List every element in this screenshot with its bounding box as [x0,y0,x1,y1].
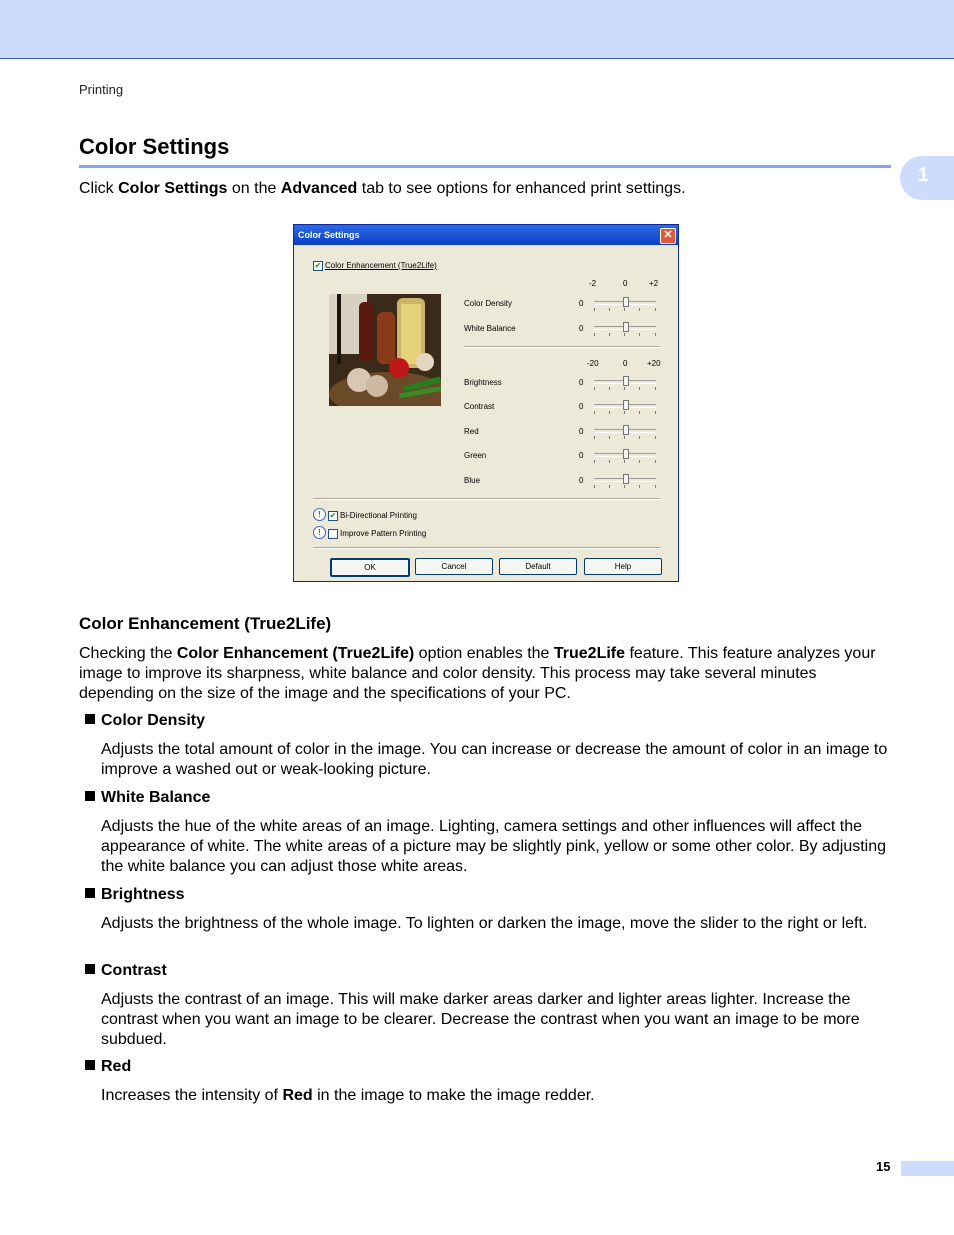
slider-value-red: 0 [579,427,584,436]
preview-image [329,294,441,406]
enhancement-label: Color Enhancement (True2Life) [325,261,437,270]
slider-ticks [594,308,656,312]
slider-label-contrast: Contrast [464,402,495,411]
info-icon: ! [313,508,326,521]
slider-ticks [594,387,656,391]
chapter-number: 1 [918,165,929,186]
improve-pattern-checkbox[interactable] [328,529,338,539]
slider-ticks [594,436,656,440]
scale-large-min: -20 [587,359,599,368]
bullet-square-icon [85,964,95,974]
bullet-heading-white-balance: White Balance [85,789,210,807]
slider-value-brightness: 0 [579,378,584,387]
subsection-title: Color Enhancement (True2Life) [79,614,332,633]
bidirectional-checkbox[interactable]: ✔ [329,511,337,520]
bullet-heading-brightness: Brightness [85,886,185,904]
intro-paragraph: Click Color Settings on the Advanced tab to see options for enhanced print settings. [79,180,686,197]
subsection-body: Checking the Color Enhancement (True2Life) option enables the True2Life feature. This feature analyzes your image to improve its sharpness, white balance and color density. This process may take several minutes depending on the size of the image and the specifications of your PC. [79,645,876,702]
slider-value-contrast: 0 [579,402,584,411]
bullet-text-contrast: Adjusts the contrast of an image. This will make darker areas darker and lighter areas lighter. Increase the contrast when you want an image to be clearer. Decrease the contrast when you want an image to be more subdued. [101,991,860,1048]
header-band [0,0,954,59]
separator [313,547,660,549]
bullet-heading-red: Red [85,1058,131,1076]
slider-value-white-balance: 0 [579,324,584,333]
enhancement-checkbox[interactable]: ✔ [314,261,322,270]
chapter-tab [900,156,954,200]
close-icon[interactable]: ✕ [660,228,676,244]
slider-thumb-contrast[interactable] [623,400,629,410]
bullet-square-icon [85,1060,95,1070]
slider-label-color-density: Color Density [464,299,513,308]
info-icon: ! [313,526,326,539]
slider-thumb-green[interactable] [623,449,629,459]
scale-small-min: -2 [589,279,597,288]
scale-small-max: +2 [649,279,659,288]
help-button[interactable]: Help [584,558,662,575]
slider-thumb-white-balance[interactable] [623,322,629,332]
footer-band [901,1161,954,1176]
slider-label-blue: Blue [464,476,481,485]
separator [313,498,660,500]
slider-thumb-color-density[interactable] [623,297,629,307]
bullet-square-icon [85,714,95,724]
slider-ticks [594,485,656,489]
dialog-body [295,245,677,580]
ok-button[interactable]: OK [330,558,410,577]
scale-large-max: +20 [647,359,661,368]
slider-value-green: 0 [579,451,584,460]
bullet-heading-color-density: Color Density [85,712,205,730]
scale-large-mid: 0 [623,359,628,368]
dialog-title: Color Settings [298,230,360,240]
slider-ticks [594,333,656,337]
slider-label-red: Red [464,427,479,436]
page-number: 15 [876,1159,891,1174]
slider-label-brightness: Brightness [464,378,502,387]
bullet-square-icon [85,791,95,801]
slider-thumb-blue[interactable] [623,474,629,484]
bidirectional-label: Bi-Directional Printing [340,511,417,520]
slider-value-color-density: 0 [579,299,584,308]
improve-pattern-label: Improve Pattern Printing [340,529,427,538]
color-settings-dialog [293,224,679,582]
section-title: Color Settings [79,134,230,159]
bullet-square-icon [85,888,95,898]
bullet-heading-contrast: Contrast [85,962,167,980]
bullet-text-white-balance: Adjusts the hue of the white areas of an image. Lighting, camera settings and other influences will affect the appearance of white. The white areas of a picture may be slightly pink, yellow or some other color. By adjusting the white balance you can adjust those white areas. [101,818,887,875]
dialog-titlebar [294,225,678,245]
slider-ticks [594,460,656,464]
slider-thumb-brightness[interactable] [623,376,629,386]
default-button[interactable]: Default [499,558,577,575]
slider-thumb-red[interactable] [623,425,629,435]
separator [464,346,660,348]
cancel-button[interactable]: Cancel [415,558,493,575]
slider-label-green: Green [464,451,487,460]
bullet-text-brightness: Adjusts the brightness of the whole image. To lighten or darken the image, move the slider to the right or left. [101,915,868,932]
bullet-text-red: Increases the intensity of Red in the image to make the image redder. [101,1087,595,1104]
running-head: Printing [79,82,124,97]
slider-value-blue: 0 [579,476,584,485]
slider-label-white-balance: White Balance [464,324,516,333]
slider-ticks [594,411,656,415]
scale-small-mid: 0 [623,279,628,288]
bullet-text-color-density: Adjusts the total amount of color in the image. You can increase or decrease the amount of color in an image to improve a washed out or weak-looking picture. [101,741,888,778]
title-rule [79,165,891,168]
